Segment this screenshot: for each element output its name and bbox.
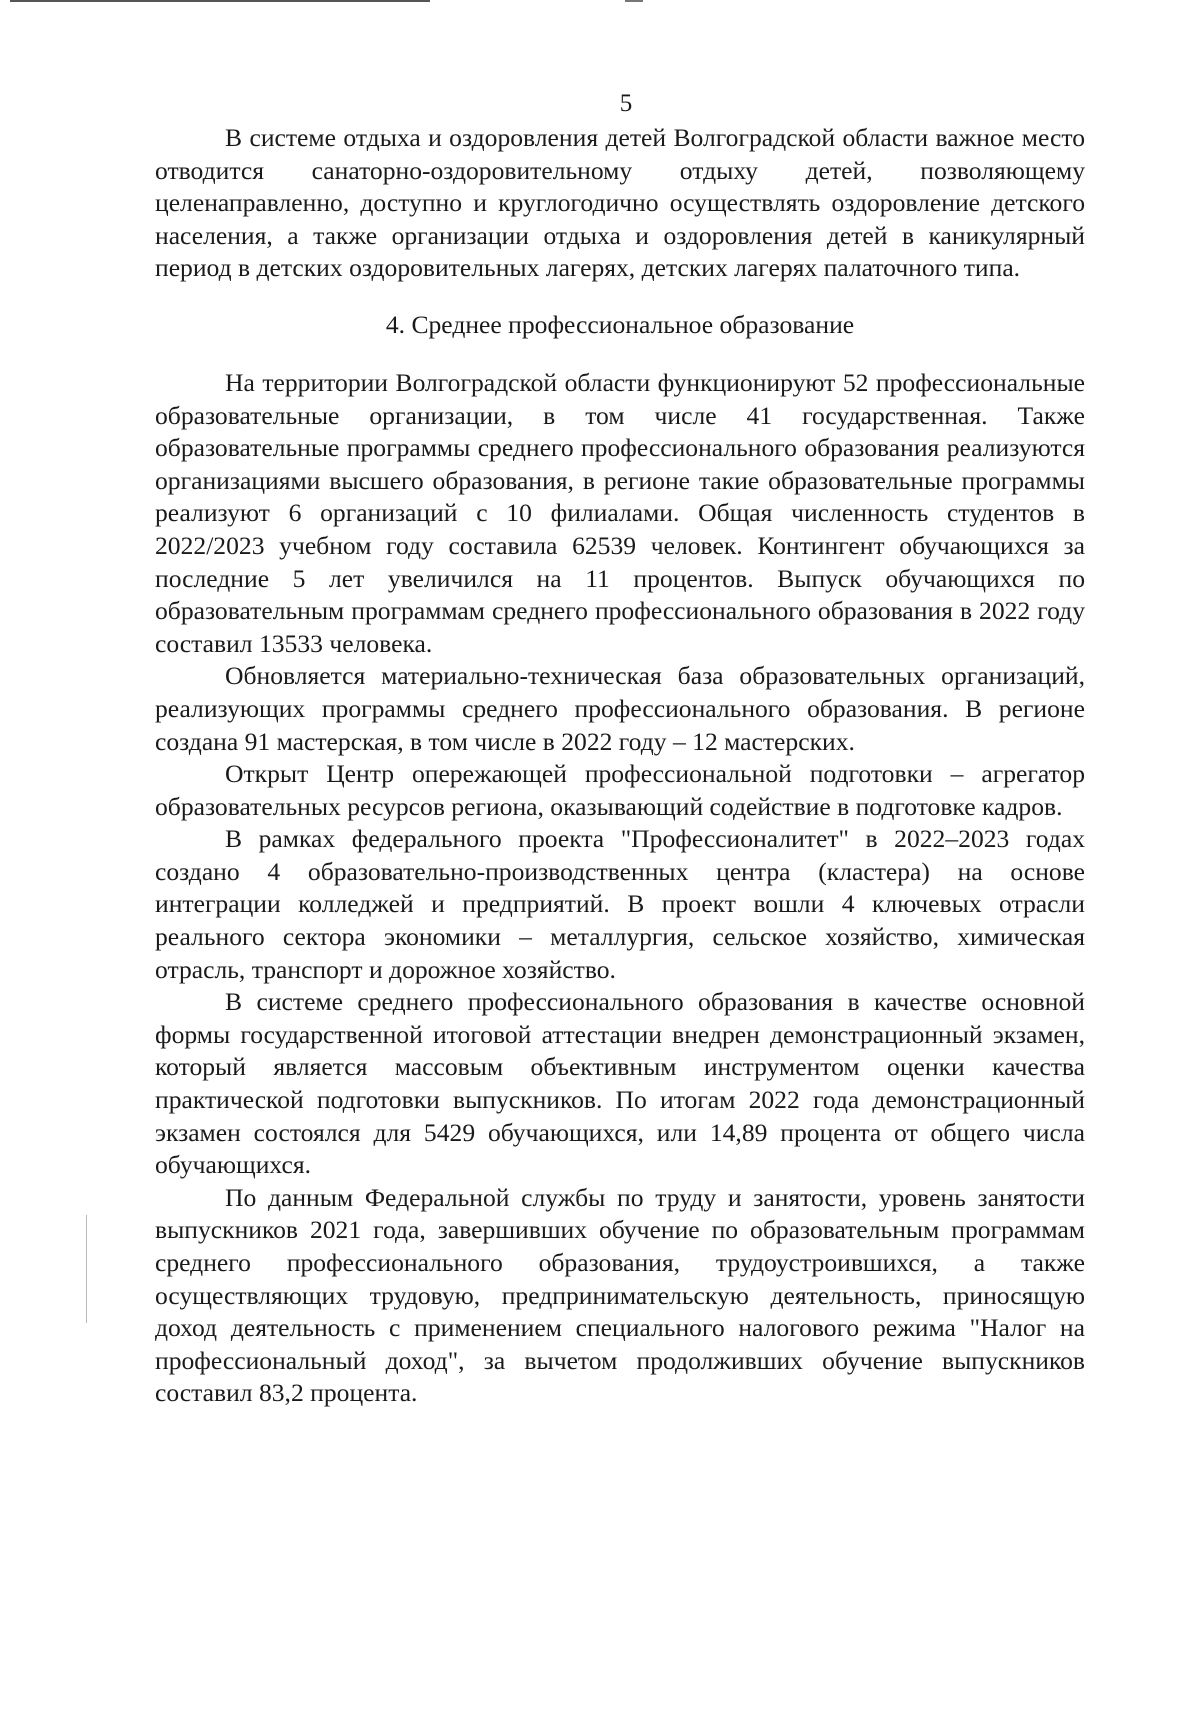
paragraph-demo-exam: В системе среднего профессионального образования в качестве основной формы государственной итоговой аттестации внедрен демонстрационный экзамен, который является массовым объективным инструментом оценки качества практической подготовки выпускников. По итогам 2022 года демонстрационный экзамен состоялся для 5429 обучающихся, или 14,89 процента от общего числа обучающихся. — [155, 987, 1085, 1180]
paragraph-professionalitet: В рамках федерального проекта "Профессионалитет" в 2022–2023 годах создано 4 образовательно-производственных центра (кластера) на основе интеграции колледжей и предприятий. В проект вошли 4 ключевых отрасли реального сектора экономики – металлургия, сельское хозяйство, химическая отрасль, транспорт и дорожное хозяйство. — [155, 824, 1085, 984]
paragraph-training-center: Открыт Центр опережающей профессиональной подготовки – агрегатор образовательных ресурсов региона, оказывающий содействие в подготовке кадров. — [155, 759, 1085, 821]
paragraph-institutions: На территории Волгоградской области функционируют 52 профессиональные образовательные организации, в том числе 41 государственная. Также образовательные программы среднего профессионального образования реализуются организациями высшего образования, в регионе такие образовательные программы реализуют 6 организаций с 10 филиалами. Общая численность студентов в 2022/2023 учебном году составила 62539 человек. Контингент обучающихся за последние 5 лет увеличился на 11 процентов. Выпуск обучающихся по образовательным программам среднего профессионального образования в 2022 году составил 13533 человека. — [155, 367, 1085, 658]
paragraph-workshops: Обновляется материально-техническая база образовательных организаций, реализующих программы среднего профессионального образования. В регионе создана 91 мастерская, в том числе в 2022 году – 12 мастерских. — [155, 661, 1085, 756]
paragraph-employment: По данным Федеральной службы по труду и занятости, уровень занятости выпускников 2021 года, завершивших обучение по образовательным программам среднего профессионального образования, трудоустроившихся, а также осуществляющих трудовую, предпринимательскую деятельность, приносящую доход деятельность с применением специального налогового режима "Налог на профессиональный доход", за вычетом продолживших обучение выпускников составил 83,2 процента. — [155, 1182, 1085, 1408]
section-heading: 4. Среднее профессиональное образование — [385, 309, 855, 339]
document-page — [155, 88, 1085, 1410]
scan-margin-mark — [86, 1215, 87, 1323]
page-number: 5 — [619, 90, 633, 117]
scan-edge-mark — [625, 0, 643, 2]
scan-edge-line — [10, 0, 430, 2]
intro-paragraph: В системе отдыха и оздоровления детей Волгоградской области важное место отводится санаторно-оздоровительному отдыху детей, позволяющему целенаправленно, доступно и круглогодично осуществлять оздоровление детского населения, а также организации отдыха и оздоровления детей в каникулярный период в детских оздоровительных лагерях, детских лагерях палаточного типа. — [155, 123, 1085, 283]
